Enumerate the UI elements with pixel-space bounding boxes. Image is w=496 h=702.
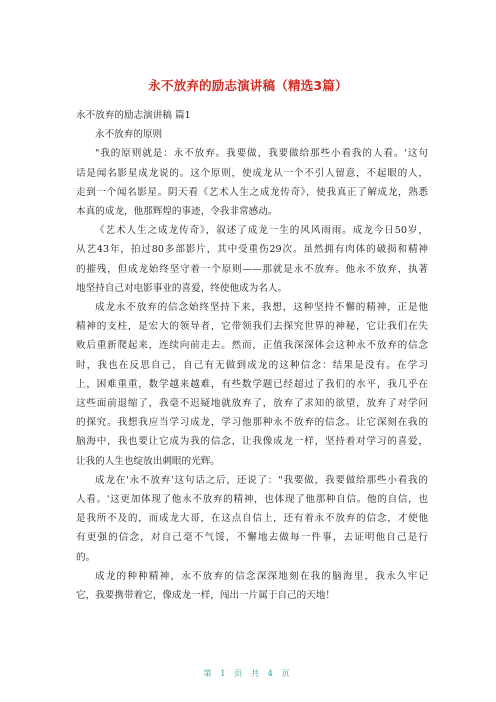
paragraph-line: 脑海中，我也要让它成为我的信念，让我像成龙一样，坚持着对学习的喜爱， — [76, 436, 428, 448]
paragraph-line: 的。 — [76, 551, 96, 563]
document-body — [76, 106, 428, 605]
paragraph-line: 本真的成龙，他那辉煌的事迹，令我非常感动。 — [76, 206, 278, 218]
page-number-footer: 第 1 页 共 4 页 — [203, 668, 293, 678]
paragraph-line: 地坚持自己对电影事业的喜爱，终使他成为名人。 — [76, 282, 288, 294]
document-title: 永不放弃的励志演讲稿（精选3篇） — [148, 78, 348, 93]
paragraph-line: 成龙在'永不放弃'这句话之后，还说了："我要做，我要做给那些小看我的 — [95, 474, 428, 486]
paragraph-line: 的摧残，但成龙始终坚守着一个原则——那就是永不放弃。他永不放弃，执著 — [76, 263, 428, 275]
paragraph-line: 时，我也在反思自己，自己有无做到成龙的这种信念：结果是没有。在学习 — [76, 359, 428, 371]
paragraph-line: 是我所不及的，而成龙大哥，在这点自信上，还有着永不放弃的信念，才使他 — [76, 513, 428, 525]
paragraph-line: 人看。'这更加体现了他永不放弃的精神，也体现了他那种自信。他的自信，也 — [76, 494, 428, 506]
paragraph-line: 让我的人生也绽放出刺眼的光辉。 — [76, 455, 220, 467]
paragraph-line: 有更强的信念，对自己毫不气馁，不懈地去做每一件事，去证明他自己是行 — [76, 532, 428, 544]
paragraph-line: 成龙的种种精神，永不放弃的信念深深地刻在我的脑海里，我永久牢记 — [95, 570, 428, 582]
paragraph-line: 败后重新爬起来，连续向前走去。然而，正值我深深体会这种永不放弃的信念 — [76, 340, 428, 352]
paragraph-line: 的探究。我想我应当学习成龙，学习他那种永不放弃的信念。让它深刻在我的 — [76, 417, 428, 429]
paragraph-line: 这些面前退缩了，我毫不迟疑地就放弃了，放弃了求知的欲望，放弃了对学问 — [76, 398, 428, 410]
paragraph-line: 成龙永不放弃的信念始终坚持下来，我想，这种坚持不懈的精神，正是他 — [95, 302, 428, 314]
paragraph-line: 精神的支柱，是宏大的领导者，它带领我们去探究世界的神秘，它让我们在失 — [76, 321, 428, 333]
paragraph-line: 它，我要携带着它，像成龙一样，闯出一片属于自己的天地！ — [76, 590, 336, 602]
paragraph-line: 上，困难重重，数学越来越难，有些数学题已经超过了我们的水平，我几乎在 — [76, 378, 428, 390]
paragraph-line: 话是闻名影星成龙说的。这个原则，使成龙从一个不引人留意，不起眼的人， — [76, 167, 428, 179]
paragraph-line: 走到一个闻名影星。阴天看《艺术人生之成龙传奇》，使我真正了解成龙，熟悉 — [76, 186, 428, 198]
paragraph-line: "我的原则就是：永不放弃。我要做，我要做给那些小看我的人看。'这句 — [95, 148, 428, 160]
subheading: 永不放弃的原则 — [95, 129, 163, 141]
paragraph-line: 《艺术人生之成龙传奇》，叙述了成龙一生的风风雨雨。成龙今日50岁， — [95, 225, 428, 237]
section-heading: 永不放弃的励志演讲稿 篇1 — [76, 110, 191, 121]
paragraph-line: 从艺43年，拍过80多部影片，其中受重伤29次。虽然拥有肉体的破损和精神 — [76, 244, 428, 256]
